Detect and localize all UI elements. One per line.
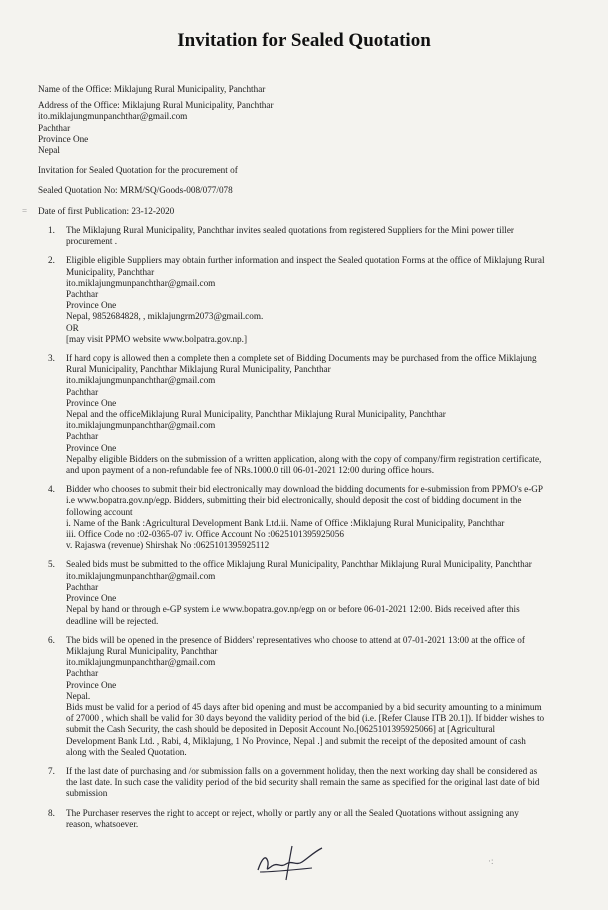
clause-list — [38, 225, 578, 838]
clause-line: Nepalby eligible Bidders on the submission of a written application, along with the copy of company/firm registration certificate, — [66, 453, 542, 464]
clause-line: procurement . — [66, 236, 118, 247]
clause-line: ito.miklajungmunpanchthar@gmail.com — [66, 570, 216, 581]
clause-line: If the last date of purchasing and /or submission falls on a government holiday, then the next working day shall be considered as — [66, 765, 538, 776]
clause-line: Municipality, Panchthar — [66, 266, 155, 277]
clause-line: OR — [66, 322, 79, 333]
clause-line: Miklajung Rural Municipality, Panchthar — [66, 645, 218, 656]
clause-item — [38, 766, 578, 800]
clause-number: 7. — [48, 765, 55, 776]
signature — [252, 842, 332, 882]
clause-line: i.e www.bopatra.gov.np/egp. Bidders, submitting their bid electronically, should deposit the cost of bidding document in the — [66, 495, 522, 506]
clause-line: ito.miklajungmunpanchthar@gmail.com — [66, 277, 216, 288]
clause-line: submit the Cash Security, the cash should be deposited in Deposit Account No.[0625101395925066] at [Agricultural — [66, 724, 496, 735]
clause-line: iii. Office Code no :02-0365-07 iv. Office Account No :0625101395925056 — [66, 529, 344, 540]
clause-line: Province One — [66, 397, 117, 408]
office-header — [38, 84, 578, 217]
clause-line: submission — [66, 788, 108, 799]
clause-line: Nepal and the officeMiklajung Rural Municipality, Panchthar Miklajung Rural Municipality, Panchthar — [66, 409, 446, 420]
clause-line: Pachthar — [66, 386, 99, 397]
address-line: Address of the Office: Miklajung Rural Municipality, Panchthar — [38, 100, 274, 111]
clause-line: Pachthar — [66, 668, 99, 679]
clause-line: Development Bank Ltd. , Rabi, 4, Miklajung, 1 No Province, Nepal .] and submit the receipt of the deposited amount of cash — [66, 735, 526, 746]
clause-line: reason, whatsoever. — [66, 818, 139, 829]
clause-line: ito.miklajungmunpanchthar@gmail.com — [66, 375, 216, 386]
clause-item — [38, 255, 578, 345]
document-title: Invitation for Sealed Quotation — [177, 30, 431, 51]
clause-line: Rural Municipality, Panchthar Miklajung Rural Municipality, Panchthar — [66, 364, 331, 375]
clause-number: 2. — [48, 255, 55, 266]
clause-line: Province One — [66, 593, 117, 604]
clause-number: 4. — [48, 484, 55, 495]
address-province: Province One — [38, 133, 89, 144]
clause-number: 5. — [48, 559, 55, 570]
clause-line: Pachthar — [66, 289, 99, 300]
stray-mark: ·: — [488, 856, 494, 866]
clause-item — [38, 353, 578, 476]
clause-line: The bids will be opened in the presence of Bidders' representatives who choose to attend at 07-01-2021 13:00 at the office of — [66, 634, 525, 645]
address-email: ito.miklajungmunpanchthar@gmail.com — [38, 111, 188, 122]
address-country: Nepal — [38, 145, 60, 156]
procurement-line: Invitation for Sealed Quotation for the procurement of — [38, 165, 238, 176]
address-district: Pachthar — [38, 122, 71, 133]
clause-line: The Purchaser reserves the right to accept or reject, wholly or partly any or all the Sealed Quotations without assigning any — [66, 807, 519, 818]
clause-line: along with the Sealed Quotation. — [66, 746, 187, 757]
quotation-number: Sealed Quotation No: MRM/SQ/Goods-008/077/078 — [38, 185, 233, 196]
margin-mark: = — [22, 206, 28, 216]
clause-line: Province One — [66, 679, 117, 690]
clause-line: Eligible eligible Suppliers may obtain further information and inspect the Sealed quotation Forms at the office of Miklajung Rural — [66, 255, 545, 266]
clause-number: 8. — [48, 807, 55, 818]
clause-item — [38, 225, 578, 247]
publication-date: Date of first Publication: 23-12-2020 — [38, 205, 175, 216]
clause-item — [38, 635, 578, 758]
clause-line: deadline will be rejected. — [66, 615, 159, 626]
clause-line: v. Rajaswa (revenue) Shirshak No :0625101395925112 — [66, 540, 270, 551]
clause-line: of 27000 , which shall be valid for 30 days beyond the validity period of the bid (i.e. [Refer Clause ITB 20.1]). If bidder wishes to — [66, 713, 545, 724]
clause-item — [38, 484, 578, 551]
clause-item — [38, 559, 578, 626]
clause-line: i. Name of the Bank :Agricultural Development Bank Ltd.ii. Name of Office :Miklajung Rural Municipality, Panchthar — [66, 517, 505, 528]
clause-line: the last date. In such case the validity period of the bid security shall remain the same as specified for the original last date of bid — [66, 777, 540, 788]
clause-line: The Miklajung Rural Municipality, Panchthar invites sealed quotations from registered Suppliers for the Mini power tiller — [66, 225, 514, 235]
clause-number: 3. — [48, 353, 55, 364]
clause-line: Nepal by hand or through e-GP system i.e www.bopatra.gov.np/egp on or before 06-01-2021 12:00. Bids received after this — [66, 604, 520, 615]
clause-line: If hard copy is allowed then a complete then a complete set of Bidding Documents may be purchased from the office Miklajung — [66, 353, 537, 364]
clause-item — [38, 808, 578, 830]
clause-line: Pachthar — [66, 431, 99, 442]
clause-line: following account — [66, 506, 133, 517]
clause-line: ito.miklajungmunpanchthar@gmail.com — [66, 657, 216, 668]
clause-line: Province One — [66, 300, 117, 311]
clause-line: Sealed bids must be submitted to the office Miklajung Rural Municipality, Panchthar Miklajung Rural Municipality, Panchthar — [66, 559, 532, 570]
clause-number: 6. — [48, 634, 55, 645]
clause-line: Province One — [66, 442, 117, 453]
clause-line: Bids must be valid for a period of 45 days after bid opening and must be accompanied by a bid security amounting to a minimum — [66, 701, 542, 712]
clause-line: Nepal, 9852684828, , miklajungrm2073@gmail.com. — [66, 311, 264, 322]
clause-line: [may visit PPMO website www.bolpatra.gov.np.] — [66, 333, 248, 344]
clause-line: Nepal. — [66, 690, 91, 701]
clause-line: ito.miklajungmunpanchthar@gmail.com — [66, 420, 216, 431]
clause-line: and upon payment of a non-refundable fee of NRs.1000.0 till 06-01-2021 12:00 during office hours. — [66, 465, 435, 476]
office-name: Name of the Office: Miklajung Rural Municipality, Panchthar — [38, 84, 266, 94]
clause-number: 1. — [48, 225, 55, 235]
clause-line: Pachthar — [66, 581, 99, 592]
clause-line: Bidder who chooses to submit their bid electronically may download the bidding documents for e-submission from PPMO's e-GP — [66, 484, 544, 495]
